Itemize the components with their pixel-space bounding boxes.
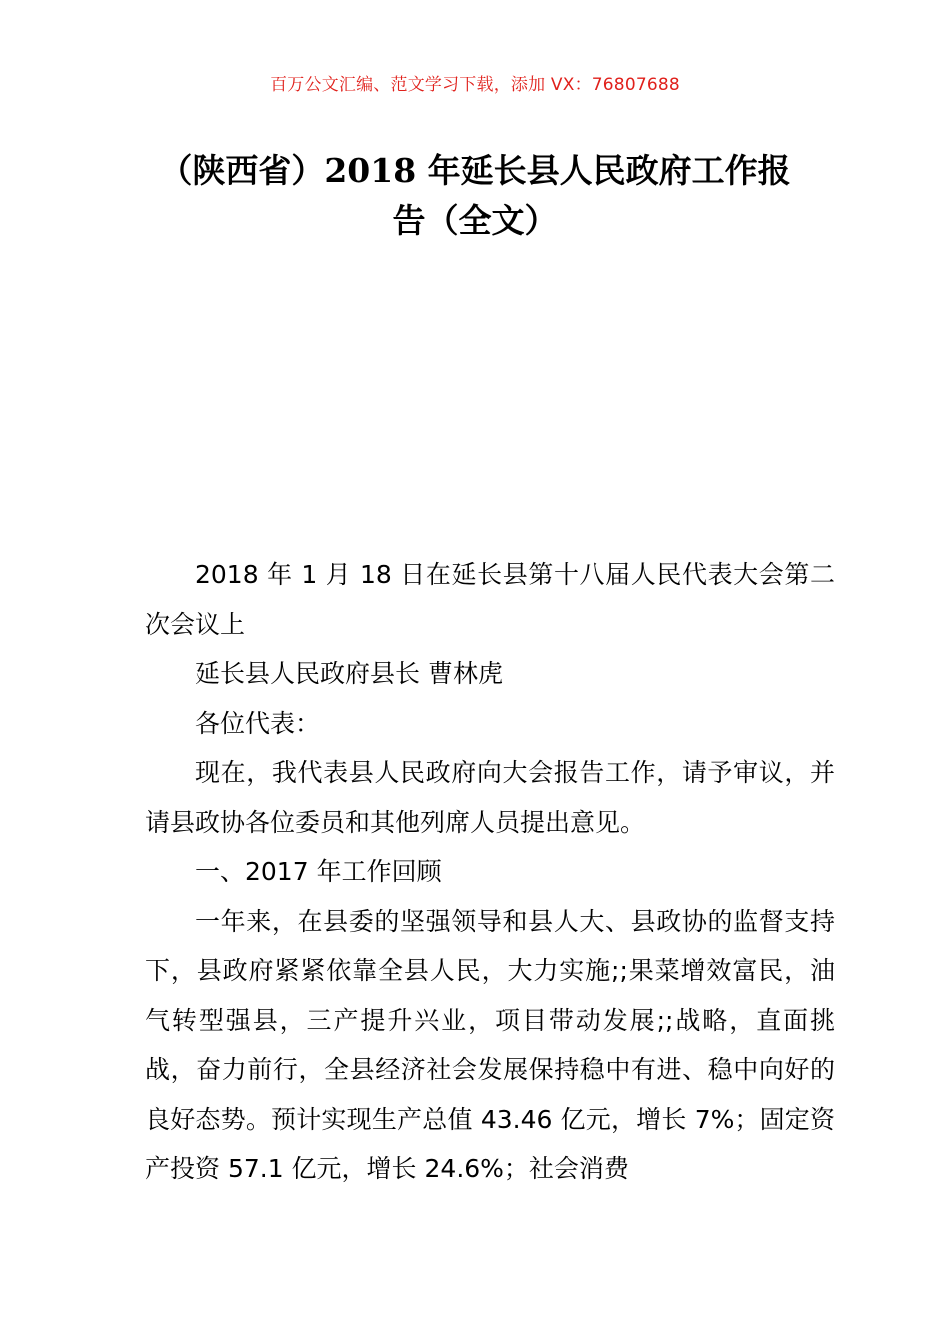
paragraph-author: 延长县人民政府县长 曹林虎 [195, 659, 503, 688]
section-heading: 一、2017 年工作回顾 [195, 857, 442, 886]
paragraph-meeting-info: 2018 年 1 月 18 日在延长县第十八届人民代表大会第二次会议上 [145, 560, 835, 639]
header-note: 百万公文汇编、范文学习下载，添加 VX：76807688 [270, 75, 680, 95]
document-title [130, 146, 820, 246]
paragraph-intro: 现在，我代表县人民政府向大会报告工作，请予审议，并请县政协各位委员和其他列席人员提出意见。 [145, 758, 835, 837]
document-body [145, 550, 835, 1194]
title-line-1: （陕西省）2018 年延长县人民政府工作报 [159, 151, 791, 190]
paragraph-review: 一年来，在县委的坚强领导和县人大、县政协的监督支持下，县政府紧紧依靠全县人民，大力实施;;果菜增效富民，油气转型强县，三产提升兴业，项目带动发展;;战略，直面挑战，奋力前行，全县经济社会发展保持稳中有进、稳中向好的良好态势。预计实现生产总值 43.46 亿元，增长 7%；固定资产投资 57.1 亿元，增长 24.6%；社会消费 [145, 906, 835, 1183]
paragraph-salutation: 各位代表： [195, 708, 321, 738]
title-line-2: 告（全文） [392, 201, 558, 240]
